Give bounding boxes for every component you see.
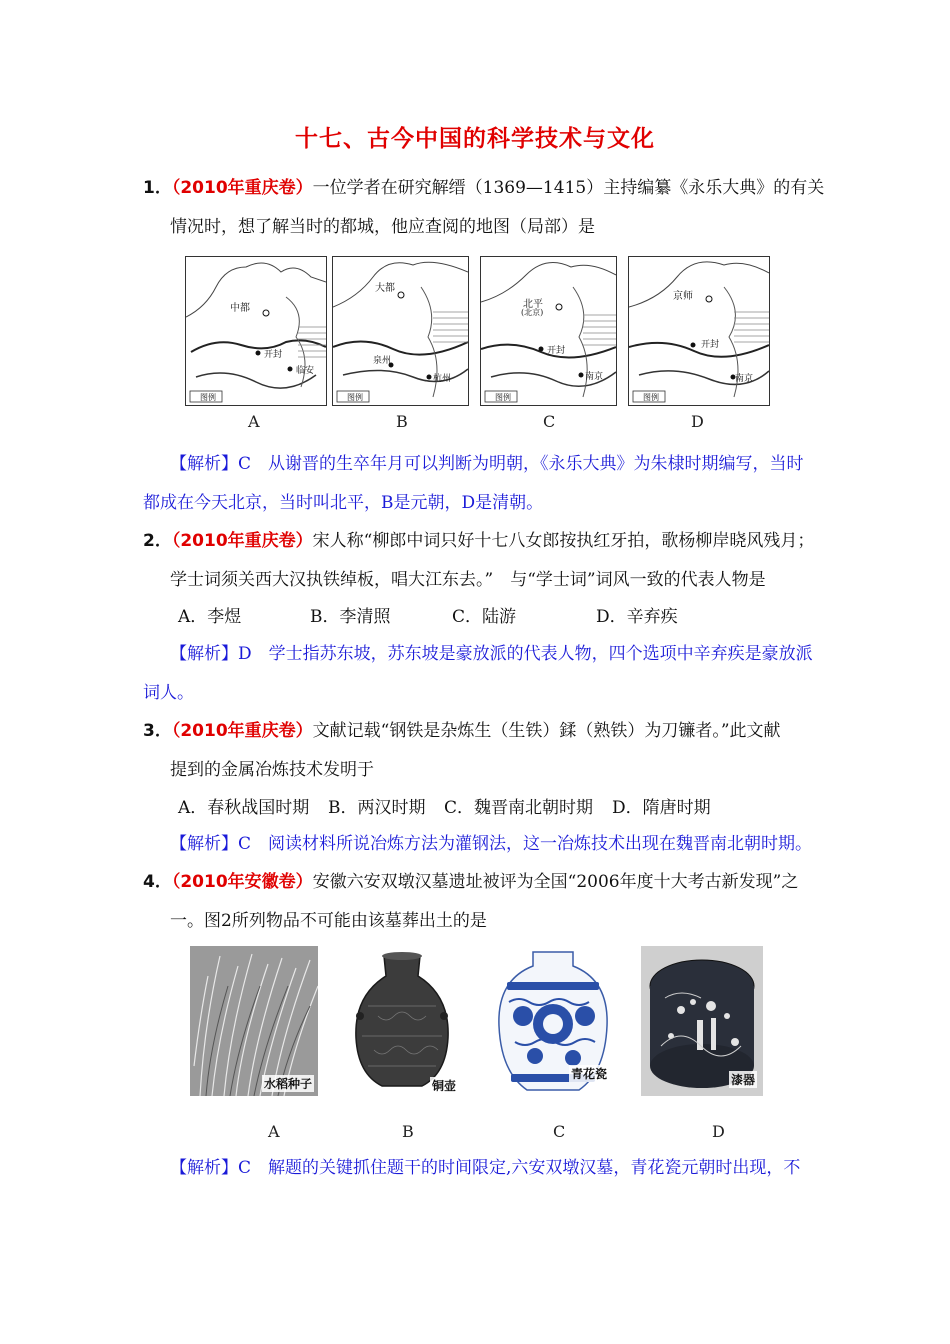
map-a-label: A <box>248 412 260 431</box>
page-title: 十七、古今中国的科学技术与文化 <box>295 126 655 152</box>
image-a-label: A <box>268 1122 280 1141</box>
q3-option-b: B．两汉时期 <box>328 798 426 818</box>
map-a-capital: 中都 <box>230 303 250 314</box>
map-b-city-2: 杭州 <box>433 374 452 384</box>
image-a-rice <box>190 946 318 1096</box>
q3-text-1: 文献记载“钢铁是杂炼生（生铁）鍒（熟铁）为刀镰者。”此文献 <box>312 721 781 741</box>
image-b-bronze-pot <box>338 946 466 1096</box>
q1-analysis-tag: 【解析】 <box>170 454 238 474</box>
map-a-drawing <box>186 257 326 405</box>
q3-option-a: A．春秋战国时期 <box>178 798 310 818</box>
q1-text-1: 一位学者在研究解缙（1369—1415）主持编纂《永乐大典》的有关 <box>312 178 825 198</box>
q2-analysis-text-1: D 学士指苏东坡，苏东坡是豪放派的代表人物，四个选项中辛弃疾是豪放派 <box>238 644 813 664</box>
q4-text-1: 安徽六安双墩汉墓遗址被评为全国“2006年度十大考古新发现”之 <box>312 872 799 892</box>
bronze-pot-icon <box>338 946 466 1096</box>
q3-number: 3． <box>143 721 172 741</box>
map-c <box>480 256 617 406</box>
map-d-label: D <box>691 412 704 431</box>
q3-analysis-text-1: C 阅读材料所说冶炼方法为灌钢法，这一冶炼技术出现在魏晋南北朝时期。 <box>238 834 813 854</box>
map-d-legend: 图例 <box>643 393 659 402</box>
q3-option-c: C．魏晋南北朝时期 <box>444 798 594 818</box>
q4-analysis-tag: 【解析】 <box>170 1158 238 1178</box>
map-c-capital: 北平 <box>523 299 543 310</box>
map-b <box>332 256 469 406</box>
q1-number: 1． <box>143 178 172 198</box>
q1-line1 <box>143 176 824 200</box>
q2-source: （2010年重庆卷） <box>171 531 313 551</box>
map-a-city-1: 开封 <box>264 350 283 360</box>
q1-line2: 情况时，想了解当时的都城，他应查阅的地图（局部）是 <box>170 217 595 237</box>
rice-plant-icon <box>190 946 318 1096</box>
q2-options <box>178 605 678 629</box>
q2-option-b: B．李清照 <box>310 607 391 627</box>
image-c-porcelain <box>489 946 617 1096</box>
image-b-label: B <box>402 1122 414 1141</box>
image-d-lacquer <box>641 946 763 1096</box>
map-b-legend: 图例 <box>347 393 363 402</box>
map-b-capital: 大都 <box>375 283 395 294</box>
image-c-caption: 青花瓷 <box>570 1067 607 1081</box>
q2-analysis-tag: 【解析】 <box>170 644 238 664</box>
map-c-city-1: 开封 <box>547 346 566 356</box>
q4-source: （2010年安徽卷） <box>171 872 313 892</box>
q3-source: （2010年重庆卷） <box>171 721 313 741</box>
q2-analysis-line1 <box>170 642 813 666</box>
q4-analysis-line1 <box>170 1156 800 1180</box>
map-a <box>185 256 327 406</box>
map-d-city-1: 开封 <box>701 340 720 350</box>
q3-option-d: D．隋唐时期 <box>612 798 711 818</box>
map-a-city-2: 临安 <box>296 366 315 376</box>
q1-source: （2010年重庆卷） <box>171 178 313 198</box>
map-b-label: B <box>396 412 408 431</box>
map-d-city-2: 南京 <box>735 374 754 384</box>
q2-text-1: 宋人称“柳郎中词只好十七八女郎按执红牙拍，歌杨柳岸晓风残月； <box>312 531 815 551</box>
q2-line2: 学士词须关西大汉执铁绰板，唱大江东去。” 与“学士词”词风一致的代表人物是 <box>170 570 766 590</box>
q4-analysis-text-1: C 解题的关键抓住题干的时间限定,六安双墩汉墓，青花瓷元朝时出现，不 <box>238 1158 801 1178</box>
q2-option-d: D．辛弃疾 <box>596 607 678 627</box>
q3-line2: 提到的金属冶炼技术发明于 <box>170 760 374 780</box>
image-d-caption: 漆器 <box>730 1073 755 1087</box>
image-b-caption: 铜壶 <box>431 1079 456 1093</box>
q2-number: 2． <box>143 531 172 551</box>
q3-analysis-tag: 【解析】 <box>170 834 238 854</box>
map-c-city-2: 南京 <box>585 372 604 382</box>
map-a-legend: 图例 <box>200 393 216 402</box>
q2-analysis-line2: 词人。 <box>143 683 194 703</box>
image-a-caption: 水稻种子 <box>263 1077 312 1091</box>
map-c-capital-note: (北京) <box>521 308 544 317</box>
q3-options <box>178 796 711 820</box>
q2-line1 <box>143 529 814 553</box>
q2-option-a: A．李煜 <box>178 607 242 627</box>
q4-line1 <box>143 870 798 894</box>
q3-analysis-line1 <box>170 832 812 856</box>
q2-option-c: C．陆游 <box>452 607 517 627</box>
map-b-city-1: 泉州 <box>373 356 392 366</box>
map-c-drawing <box>481 257 616 405</box>
q1-analysis-text-1: C 从谢晋的生卒年月可以判断为明朝，《永乐大典》为朱棣时期编写，当时 <box>238 454 804 474</box>
map-d <box>628 256 770 406</box>
q3-line1 <box>143 719 781 743</box>
map-d-capital: 京师 <box>673 291 693 302</box>
q1-analysis-line2: 都成在今天北京，当时叫北平，B是元朝，D是清朝。 <box>143 493 544 513</box>
image-c-label: C <box>553 1122 566 1141</box>
map-c-legend: 图例 <box>495 393 511 402</box>
q4-number: 4． <box>143 872 172 892</box>
map-c-label: C <box>543 412 556 431</box>
q4-line2: 一。图2所列物品不可能由该墓葬出土的是 <box>170 911 487 931</box>
image-d-label: D <box>712 1122 725 1141</box>
q1-analysis-line1 <box>170 452 804 476</box>
